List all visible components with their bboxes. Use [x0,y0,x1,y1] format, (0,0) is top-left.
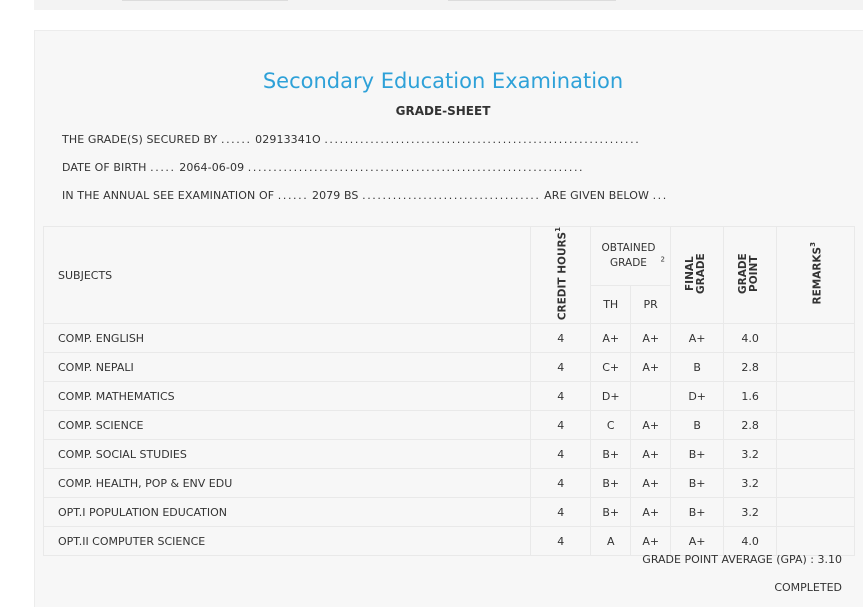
final-grade-cell: B+ [671,498,724,527]
top-bar [34,0,863,10]
dot-leader: .............................................................. [324,133,641,146]
grade-point-cell: 4.0 [724,324,777,353]
subject-cell: OPT.I POPULATION EDUCATION [44,498,531,527]
grade-sheet-subtitle: GRADE-SHEET [395,104,491,118]
credit-cell: 4 [531,527,591,556]
dob-line [62,161,584,174]
credit-cell: 4 [531,469,591,498]
th-grade-cell: A+ [591,324,631,353]
remarks-cell [777,469,855,498]
table-row [44,353,855,382]
credit-hours-header [531,227,591,324]
remarks-header-label [808,242,824,305]
dob-label: DATE OF BIRTH [62,161,147,174]
grade-point-header-label: GRADE POINT [737,252,761,294]
exam-line [62,189,668,202]
pr-grade-cell: A+ [631,498,671,527]
secured-by-label: THE GRADE(S) SECURED BY [62,133,218,146]
remarks-footnote: 3 [808,242,817,248]
table-row [44,411,855,440]
remarks-text: REMARKS [811,247,824,305]
remarks-cell [777,382,855,411]
table-row [44,469,855,498]
remarks-cell [777,411,855,440]
secured-by-value: 02913341O [255,133,321,146]
dot-leader: ...... [220,133,252,146]
subject-cell: COMP. MATHEMATICS [44,382,531,411]
gpa-summary [642,553,842,566]
exam-label: IN THE ANNUAL SEE EXAMINATION OF [62,189,275,202]
top-bar-divider [122,0,288,1]
dob-value: 2064-06-09 [179,161,245,174]
th-grade-cell: D+ [591,382,631,411]
dot-leader: ..... [150,161,176,174]
final-grade-cell: B+ [671,440,724,469]
final-grade-cell: A+ [671,527,724,556]
page-title: Secondary Education Examination [262,69,624,93]
final-grade-cell: B [671,353,724,382]
grades-table [43,226,855,556]
grade-point-cell: 3.2 [724,440,777,469]
table-row [44,382,855,411]
credit-cell: 4 [531,353,591,382]
pr-header: PR [631,286,671,324]
subject-cell: COMP. NEPALI [44,353,531,382]
remarks-cell [777,324,855,353]
grade-point-cell: 2.8 [724,353,777,382]
th-grade-cell: A [591,527,631,556]
remarks-header [777,227,855,324]
pr-grade-cell: A+ [631,527,671,556]
obtained-grade-footnote: 2 [660,255,665,264]
pr-grade-cell: A+ [631,411,671,440]
final-grade-cell: A+ [671,324,724,353]
remarks-cell [777,527,855,556]
grade-point-cell: 2.8 [724,411,777,440]
remarks-cell [777,353,855,382]
exam-suffix: ARE GIVEN BELOW [544,189,649,202]
subject-cell: OPT.II COMPUTER SCIENCE [44,527,531,556]
grade-point-cell: 4.0 [724,527,777,556]
gpa-label: GRADE POINT AVERAGE (GPA) : [642,553,814,566]
grade-point-cell: 1.6 [724,382,777,411]
dot-leader: ...... [277,189,309,202]
subjects-header-label: SUBJECTS [58,268,113,282]
credit-cell: 4 [531,324,591,353]
obtained-grade-header [591,227,671,286]
table-row [44,440,855,469]
dot-leader: ................................... [362,189,541,202]
gpa-value: 3.10 [817,553,842,566]
th-grade-cell: B+ [591,469,631,498]
credit-cell: 4 [531,382,591,411]
credit-cell: 4 [531,411,591,440]
pr-grade-cell: A+ [631,324,671,353]
credit-cell: 4 [531,498,591,527]
final-grade-header [671,227,724,324]
dot-leader: ... [652,189,668,202]
credit-cell: 4 [531,440,591,469]
secured-by-line [62,133,640,146]
th-grade-cell: C [591,411,631,440]
subject-cell: COMP. HEALTH, POP & ENV EDU [44,469,531,498]
credit-hours-header-label [553,227,569,320]
table-row [44,498,855,527]
th-grade-cell: B+ [591,498,631,527]
pr-grade-cell: A+ [631,353,671,382]
grade-point-header [724,227,777,324]
top-bar-divider [448,0,616,1]
subjects-header [44,227,531,324]
pr-grade-cell: A+ [631,469,671,498]
th-header: TH [591,286,631,324]
table-row [44,527,855,556]
final-grade-header-label: FINAL GRADE [684,252,708,294]
dot-leader: .................................................................. [247,161,585,174]
final-grade-cell: B+ [671,469,724,498]
subject-cell: COMP. SCIENCE [44,411,531,440]
grade-sheet-card [34,30,863,607]
final-grade-cell: D+ [671,382,724,411]
remarks-cell [777,498,855,527]
pr-grade-cell: A+ [631,440,671,469]
subject-cell: COMP. SOCIAL STUDIES [44,440,531,469]
subject-cell: COMP. ENGLISH [44,324,531,353]
credit-hours-text: CREDIT HOURS [556,231,569,321]
status-text: COMPLETED [774,581,842,594]
remarks-cell [777,440,855,469]
final-grade-cell: B [671,411,724,440]
obtained-grade-text: OBTAINED GRADE [601,242,656,270]
grade-point-cell: 3.2 [724,469,777,498]
exam-value: 2079 BS [311,189,359,202]
pr-grade-cell [631,382,671,411]
credit-hours-footnote: 1 [554,227,562,232]
th-grade-cell: C+ [591,353,631,382]
th-grade-cell: B+ [591,440,631,469]
grade-point-cell: 3.2 [724,498,777,527]
table-row [44,324,855,353]
